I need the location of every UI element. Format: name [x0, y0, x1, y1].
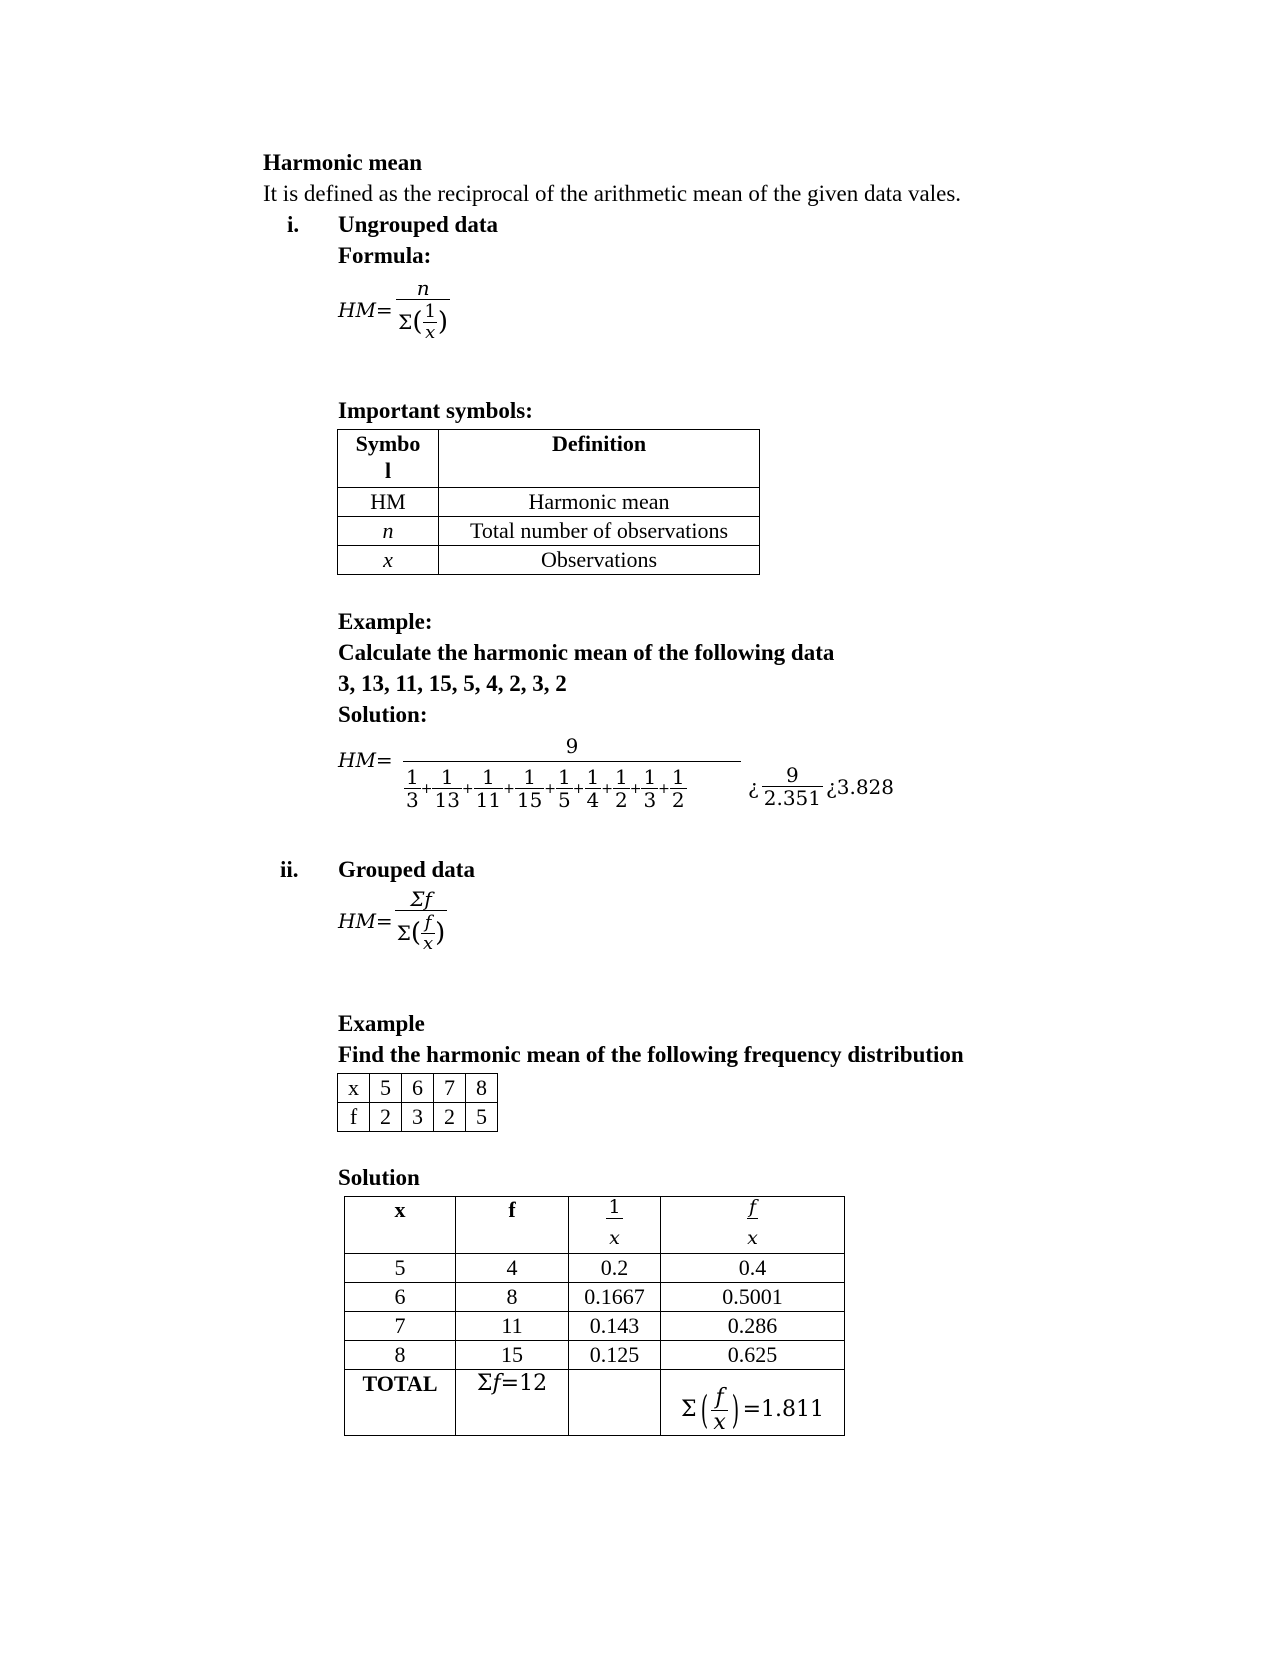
- formula-denominator: [396, 299, 450, 343]
- step-denominator: 2.351: [763, 786, 821, 810]
- unit-num: 1: [614, 765, 628, 789]
- plus-sign: +: [601, 780, 613, 797]
- inner-fraction: [421, 913, 435, 954]
- formula-eq: =: [375, 297, 393, 322]
- inner-denominator: x: [422, 932, 434, 954]
- sum-fx-eq: =: [742, 1397, 762, 1423]
- unit-den: 3: [643, 788, 657, 812]
- cell-f: 15: [456, 1341, 569, 1370]
- table-row: [345, 1312, 845, 1341]
- section-i-heading: Ungrouped data: [338, 212, 498, 237]
- formula-lhs: HM: [338, 908, 376, 933]
- distribution-table: [337, 1073, 498, 1132]
- unit-fraction: [670, 766, 687, 811]
- sigma-symbol: Σ: [680, 1397, 697, 1423]
- header-inverse-frac: [606, 1197, 622, 1249]
- unit-den: 5: [558, 788, 571, 812]
- sum-f-var: f: [492, 1371, 501, 1396]
- total-row: [345, 1370, 845, 1436]
- x-value: 5: [370, 1074, 402, 1103]
- section-ii-marker: ii.: [280, 857, 299, 882]
- distribution-row-x: [338, 1074, 498, 1103]
- formula-lhs: HM: [338, 297, 376, 322]
- header-fx-den: x: [747, 1226, 758, 1249]
- formula-numerator: n: [416, 276, 430, 300]
- paren-close: ): [435, 918, 446, 948]
- solution-eq: =: [375, 748, 393, 772]
- x-value: 7: [434, 1074, 466, 1103]
- symbols-table: [337, 429, 760, 575]
- unit-num: 1: [671, 765, 685, 789]
- definition-cell: Observations: [439, 546, 760, 575]
- symbols-heading: Important symbols:: [338, 398, 533, 423]
- table-row: [338, 517, 760, 546]
- unit-num: 1: [440, 765, 454, 789]
- cell-inverse: 0.125: [569, 1341, 661, 1370]
- cell-x: 8: [345, 1341, 456, 1370]
- plus-sign: +: [461, 780, 474, 797]
- solution-fraction-bar: [403, 761, 741, 762]
- header-inv-num: 1: [608, 1196, 621, 1218]
- unit-num: 1: [406, 765, 419, 789]
- formula-fraction: [395, 888, 448, 954]
- inner-numerator: 1: [424, 301, 436, 322]
- example-label: Example:: [338, 609, 433, 634]
- unit-fraction: [556, 766, 573, 811]
- table-row: [338, 546, 760, 575]
- f-value: 2: [370, 1103, 402, 1132]
- unit-den: 15: [516, 788, 543, 812]
- example-question: Calculate the harmonic mean of the following data: [338, 640, 835, 665]
- header-symbol-line2: l: [384, 458, 392, 483]
- solution-numerator: 9: [565, 734, 579, 758]
- unit-den: 11: [475, 788, 502, 812]
- table-row: [345, 1254, 845, 1283]
- x-value: 6: [402, 1074, 434, 1103]
- unit-den: 3: [406, 788, 419, 812]
- header-inverse-x: [569, 1197, 661, 1254]
- solution-label: Solution:: [338, 702, 428, 727]
- solution-table: [344, 1196, 845, 1436]
- cell-f: 11: [456, 1312, 569, 1341]
- formula-fraction: [395, 277, 452, 343]
- header-fx-frac: [747, 1197, 758, 1249]
- inner-numerator: f: [424, 912, 432, 933]
- page-title: Harmonic mean: [263, 150, 423, 175]
- grouped-formula: [338, 888, 447, 954]
- header-fx-num: f: [748, 1196, 757, 1218]
- paren-open: (: [412, 307, 423, 337]
- separator-glyph: ¿: [826, 774, 837, 799]
- ungrouped-formula: [338, 277, 452, 343]
- header-symbol: [338, 430, 439, 488]
- distribution-row-f: [338, 1103, 498, 1132]
- unit-fraction: [613, 766, 630, 811]
- sum-f-value: 12: [519, 1371, 548, 1396]
- step-fraction: [762, 764, 823, 809]
- sum-f-cell: [456, 1370, 569, 1436]
- example-ii-question: Find the harmonic mean of the following frequency distribution: [338, 1042, 964, 1067]
- definition-cell: Harmonic mean: [439, 488, 760, 517]
- formula-eq: =: [375, 908, 393, 933]
- table-row: [345, 1283, 845, 1312]
- cell-inverse: 0.1667: [569, 1283, 661, 1312]
- unit-den: 4: [586, 788, 600, 812]
- table-row: [345, 1341, 845, 1370]
- sum-fx-frac: [711, 1386, 727, 1435]
- symbol-cell: HM: [338, 488, 439, 517]
- symbols-table-header: [338, 430, 760, 488]
- sum-fx-cell: [661, 1370, 845, 1436]
- unit-num: 1: [643, 765, 657, 789]
- cell-f-over-x: 0.5001: [661, 1283, 845, 1312]
- paren-open: (: [410, 918, 421, 948]
- x-value: 8: [466, 1074, 498, 1103]
- cell-f-over-x: 0.4: [661, 1254, 845, 1283]
- unit-fraction: [432, 766, 461, 811]
- formula-numerator: Σf: [410, 887, 432, 911]
- unit-num: 1: [482, 765, 495, 789]
- section-i-marker: i.: [287, 212, 300, 237]
- cell-f-over-x: 0.286: [661, 1312, 845, 1341]
- formula-label: Formula:: [338, 243, 432, 268]
- header-f-over-x: [661, 1197, 845, 1254]
- plus-sign: +: [629, 780, 642, 797]
- sigma-symbol: Σ: [396, 921, 411, 946]
- total-label: TOTAL: [345, 1370, 456, 1436]
- symbol-cell: n: [338, 517, 439, 546]
- unit-num: 1: [558, 765, 571, 789]
- solution-denominator: [404, 766, 687, 811]
- cell-f: 4: [456, 1254, 569, 1283]
- header-f: f: [456, 1197, 569, 1254]
- sum-f-eq: =: [500, 1371, 520, 1396]
- definition-text: It is defined as the reciprocal of the arithmetic mean of the given data vales.: [263, 181, 962, 206]
- sum-fx-den: x: [713, 1409, 726, 1435]
- cell-x: 7: [345, 1312, 456, 1341]
- cell-f: 8: [456, 1283, 569, 1312]
- plus-sign: +: [503, 780, 515, 797]
- example-ii-label: Example: [338, 1011, 425, 1036]
- row-label: x: [338, 1074, 370, 1103]
- table-row: [338, 488, 760, 517]
- unit-fraction: [641, 766, 658, 811]
- header-definition: Definition: [439, 430, 760, 488]
- solution-steps: [748, 764, 894, 809]
- unit-fraction: [515, 766, 544, 811]
- cell-x: 6: [345, 1283, 456, 1312]
- cell-f-over-x: 0.625: [661, 1341, 845, 1370]
- unit-fraction: [585, 766, 602, 811]
- formula-denominator: [395, 910, 448, 954]
- unit-num: 1: [523, 765, 536, 789]
- paren-open: (: [700, 1388, 708, 1433]
- unit-num: 1: [586, 765, 600, 789]
- unit-den: 13: [434, 788, 460, 812]
- paren-close: ): [437, 307, 449, 337]
- sum-fx-value: 1.811: [761, 1397, 825, 1423]
- example-data: 3, 13, 11, 15, 5, 4, 2, 3, 2: [338, 671, 567, 696]
- solution-lhs-text: HM: [338, 748, 376, 772]
- plus-sign: +: [658, 780, 670, 797]
- cell-inverse: 0.143: [569, 1312, 661, 1341]
- solution-ii-label: Solution: [338, 1165, 420, 1190]
- step-numerator: 9: [786, 763, 799, 787]
- paren-close: ): [731, 1388, 739, 1433]
- separator-glyph: ¿: [748, 774, 759, 799]
- f-value: 5: [466, 1103, 498, 1132]
- plus-sign: +: [544, 780, 557, 797]
- unit-fraction: [404, 766, 421, 811]
- header-symbol-line1: Symbo: [355, 431, 421, 456]
- cell-inverse: 0.2: [569, 1254, 661, 1283]
- unit-den: 2: [671, 788, 685, 812]
- header-inv-den: x: [609, 1226, 620, 1249]
- sum-fx-num: f: [715, 1384, 724, 1410]
- solution-table-header: [345, 1197, 845, 1254]
- row-label: f: [338, 1103, 370, 1132]
- header-x: x: [345, 1197, 456, 1254]
- solution-lhs: [338, 748, 393, 772]
- section-ii-heading: Grouped data: [338, 857, 475, 882]
- symbol-cell: x: [338, 546, 439, 575]
- empty-cell: [569, 1370, 661, 1436]
- solution-result: 3.828: [836, 774, 894, 799]
- plus-sign: +: [572, 780, 585, 797]
- inner-denominator: x: [425, 321, 436, 343]
- f-value: 3: [402, 1103, 434, 1132]
- cell-x: 5: [345, 1254, 456, 1283]
- f-value: 2: [434, 1103, 466, 1132]
- plus-sign: +: [420, 780, 433, 797]
- inner-fraction: [422, 302, 437, 343]
- sigma-symbol: Σ: [476, 1371, 493, 1396]
- definition-cell: Total number of observations: [439, 517, 760, 546]
- unit-den: 2: [614, 788, 628, 812]
- sigma-symbol: Σ: [398, 310, 413, 335]
- unit-fraction: [474, 766, 503, 811]
